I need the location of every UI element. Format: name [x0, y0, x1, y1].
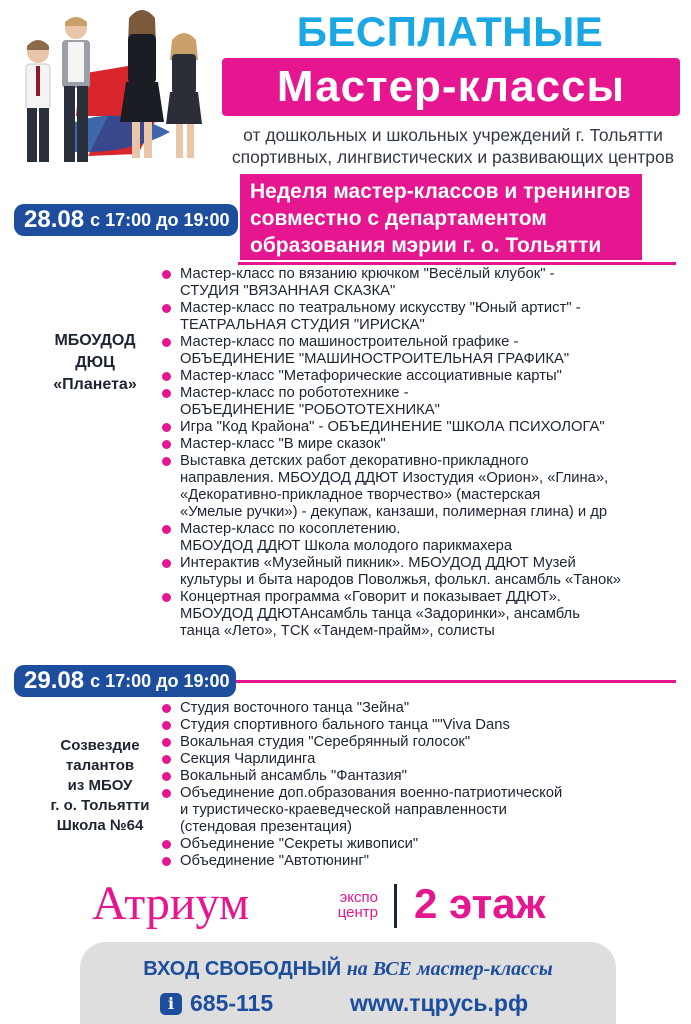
- list-item: [158, 853, 678, 870]
- event-line: ОБЪЕДИНЕНИЕ "РОБОТОТЕХНИКА": [180, 402, 440, 418]
- list-item: [158, 751, 678, 768]
- event-line: «Декоративно-прикладное творчество» (мастерская: [180, 487, 541, 503]
- list-item: [158, 717, 678, 734]
- venue-line: Школа №64: [56, 817, 144, 834]
- header-illustration: [10, 4, 210, 180]
- list-item: [158, 589, 686, 640]
- list-item: [158, 836, 678, 853]
- venue-logo-label-line: экспо: [339, 889, 378, 906]
- date-value: 28.08: [24, 206, 85, 233]
- event-line: Игра "Код Крайона" - ОБЪЕДИНЕНИЕ "ШКОЛА ПСИХОЛОГА": [180, 419, 605, 435]
- event-line: Концертная программа «Говорит и показывает ДДЮТ».: [180, 589, 561, 605]
- list-item: [158, 266, 686, 300]
- event-line: направления. МБОУДОД ДДЮТ Изостудия «Орион», «Глина»,: [180, 470, 609, 486]
- venue-line: Созвездие: [60, 737, 140, 754]
- event-line: Вокальная студия "Серебрянный голосок": [180, 734, 471, 750]
- event-line: Мастер-класс по театральному искусству "Юный артист" -: [180, 300, 581, 316]
- venue-logo-label: [318, 890, 378, 920]
- event-list-day2: [158, 700, 678, 870]
- time-range: с 17:00 до 19:00: [90, 209, 230, 230]
- list-item: [158, 521, 686, 555]
- event-line: Мастер-класс по робототехнике -: [180, 385, 409, 401]
- event-line: СТУДИЯ "ВЯЗАННАЯ СКАЗКА": [180, 283, 396, 299]
- venue-line: г. о. Тольятти: [50, 797, 150, 814]
- week-banner-line: Неделя мастер-классов и тренингов: [250, 180, 631, 203]
- list-item: [158, 555, 686, 589]
- list-item: [158, 436, 686, 453]
- list-item: [158, 785, 678, 836]
- event-line: Мастер-класс "В мире сказок": [180, 436, 386, 452]
- list-item: [158, 453, 686, 521]
- event-line: Интерактив «Музейный пикник». МБОУДОД ДДЮТ Музей: [180, 555, 576, 571]
- info-icon: i: [160, 993, 182, 1015]
- event-line: культуры и быта народов Поволжья, фолькл. ансамбль «Танок»: [180, 572, 621, 588]
- list-item: [158, 419, 686, 436]
- venue-day1: [40, 330, 150, 396]
- event-line: ОБЪЕДИНЕНИЕ "МАШИНОСТРОИТЕЛЬНАЯ ГРАФИКА": [180, 351, 570, 367]
- child-figure: [26, 40, 50, 162]
- event-line: «Умелые ручки») - декупаж, канзаши, полимерная глина) и др: [180, 504, 608, 520]
- headline-master-classes: Мастер-классы: [222, 58, 680, 116]
- venue-line: из МБОУ: [67, 777, 133, 794]
- venue-logo-label-line: центр: [337, 904, 378, 921]
- free-entry-line: [80, 956, 616, 982]
- headline-free: БЕСПЛАТНЫЕ: [296, 8, 604, 55]
- event-line: Объединение "Автотюнинг": [180, 853, 370, 869]
- event-list-day1: [158, 266, 686, 640]
- event-line: Вокальный ансамбль "Фантазия": [180, 768, 407, 784]
- venue-line: талантов: [65, 757, 135, 774]
- event-line: Мастер-класс "Метафорические ассоциативные карты": [180, 368, 562, 384]
- event-line: ТЕАТРАЛЬНАЯ СТУДИЯ "ИРИСКА": [180, 317, 425, 333]
- venue-line: «Планета»: [53, 376, 137, 393]
- phone-number: 685-115: [190, 990, 274, 1016]
- child-figure: [166, 33, 202, 158]
- event-line: Мастер-класс по косоплетению.: [180, 521, 401, 537]
- event-line: Мастер-класс по машиностроительной графике -: [180, 334, 519, 350]
- event-line: Объединение доп.образования военно-патриотической: [180, 785, 563, 801]
- venue-day2: [40, 736, 160, 836]
- event-line: и туристическо-краеведческой направленности: [180, 802, 507, 818]
- week-banner-line: совместно с департаментом: [250, 207, 547, 230]
- subtitle: [222, 124, 684, 168]
- date-value: 29.08: [24, 667, 85, 694]
- time-range: с 17:00 до 19:00: [90, 670, 230, 691]
- list-item: [158, 368, 686, 385]
- all-classes-text: на ВСЕ мастер-классы: [346, 958, 553, 980]
- event-line: танца «Лето», ТСК «Тандем-прайм», солисты: [180, 623, 495, 639]
- week-banner-line: образования мэрии г. о. Тольятти: [250, 234, 602, 257]
- week-banner: [240, 174, 642, 260]
- date-badge-day1: [14, 204, 238, 236]
- list-item: [158, 734, 678, 751]
- venue-line: ДЮЦ: [75, 354, 115, 371]
- floor-label: 2 этаж: [414, 880, 546, 927]
- event-line: Студия спортивного бального танца ""Viva Dans: [180, 717, 510, 733]
- list-item: [158, 700, 678, 717]
- date-badge-day2: [14, 665, 236, 697]
- event-line: МБОУДОД ДДЮТАнсамбль танца «Задоринки», ансамбль: [180, 606, 580, 622]
- list-item: [158, 300, 686, 334]
- event-line: Объединение "Секреты живописи": [180, 836, 419, 852]
- subtitle-line: от дошкольных и школьных учреждений г. Тольятти: [243, 125, 663, 145]
- event-line: (стендовая презентация): [180, 819, 352, 835]
- list-item: [158, 334, 686, 368]
- divider-line: [236, 680, 676, 683]
- venue-line: МБОУДОД: [54, 332, 136, 349]
- event-line: МБОУДОД ДДЮТ Школа молодого парикмахера: [180, 538, 513, 554]
- divider-line: [238, 262, 676, 265]
- subtitle-line: спортивных, лингвистических и развивающих центров: [231, 147, 675, 167]
- event-line: Выставка детских работ декоративно-прикладного: [180, 453, 529, 469]
- free-entry-text: ВХОД СВОБОДНЫЙ: [143, 958, 342, 980]
- list-item: [158, 385, 686, 419]
- event-line: Мастер-класс по вязанию крючком "Весёлый клубок" -: [180, 266, 555, 282]
- venue-logo-name: Атриум: [92, 877, 250, 930]
- list-item: [158, 768, 678, 785]
- event-line: Секция Чарлидинга: [180, 751, 316, 767]
- event-line: Студия восточного танца "Зейна": [180, 700, 410, 716]
- venue-separator: [394, 884, 397, 928]
- website-link[interactable]: www.тцрусь.рф: [350, 990, 529, 1016]
